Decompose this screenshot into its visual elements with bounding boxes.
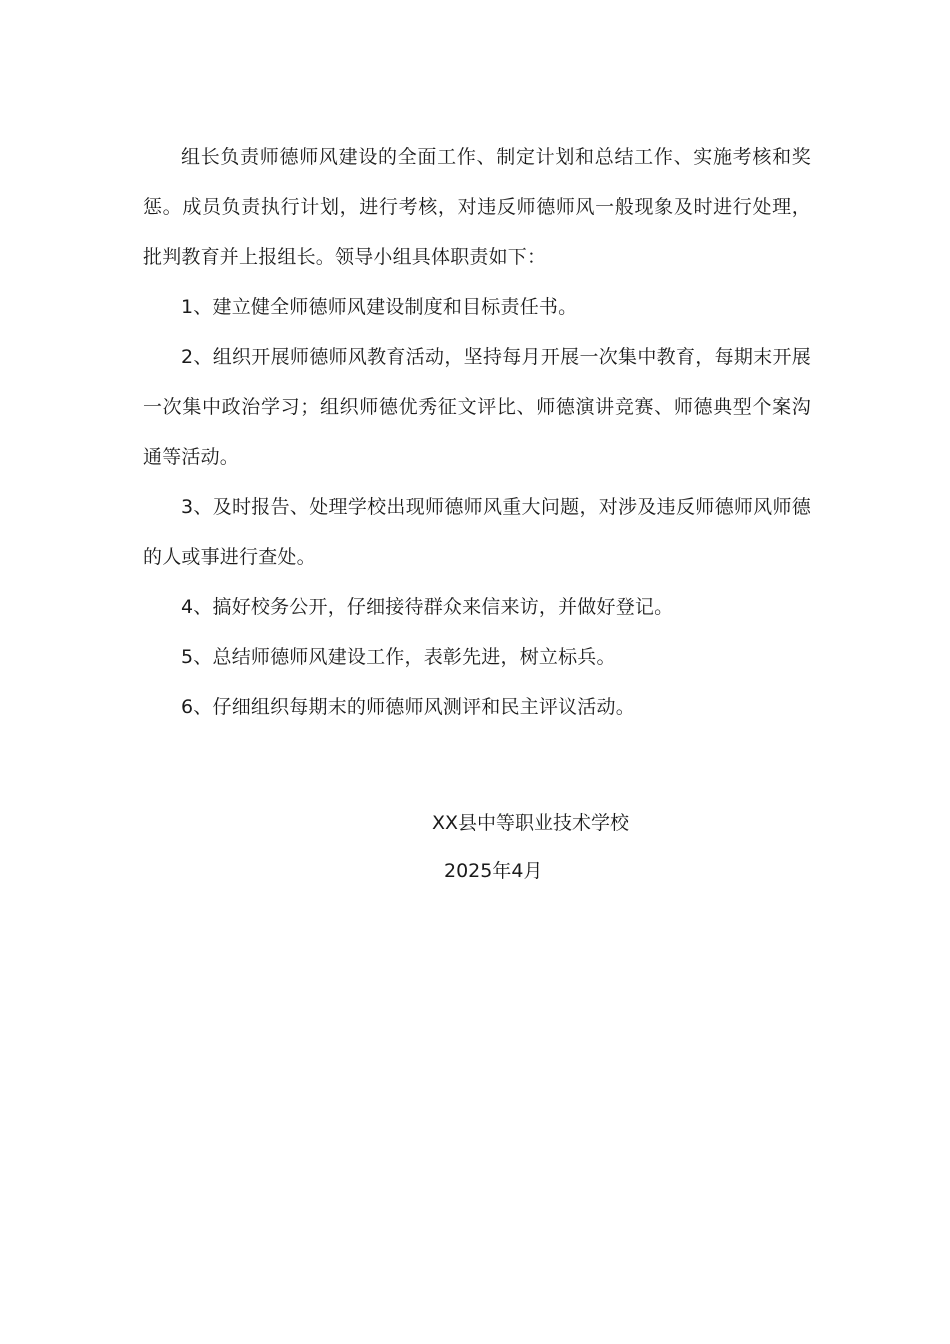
paragraph-duty-6: 6、仔细组织每期末的师德师风测评和民主评议活动。 xyxy=(181,696,635,718)
paragraph-duty-1: 1、建立健全师德师风建设制度和目标责任书。 xyxy=(181,296,578,318)
paragraph-duty-5: 5、总结师德师风建设工作，表彰先进，树立标兵。 xyxy=(181,646,616,668)
paragraph-duty-3: 3、及时报告、处理学校出现师德师风重大问题，对涉及违反师德师风师德的人或事进行查处。 xyxy=(143,496,811,568)
paragraph-duty-2: 2、组织开展师德师风教育活动，坚持每月开展一次集中教育，每期末开展一次集中政治学习；组织师德优秀征文评比、师德演讲竞赛、师德典型个案沟通等活动。 xyxy=(143,346,811,468)
paragraph-duty-4: 4、搞好校务公开，仔细接待群众来信来访，并做好登记。 xyxy=(181,596,674,618)
paragraph-intro: 组长负责师德师风建设的全面工作、制定计划和总结工作、实施考核和奖惩。成员负责执行计划，进行考核，对违反师德师风一般现象及时进行处理，批判教育并上报组长。领导小组具体职责如下： xyxy=(143,146,811,268)
signature-school: XX县中等职业技术学校 xyxy=(432,812,630,834)
signature-date: 2025年4月 xyxy=(444,860,543,882)
document-body xyxy=(143,132,811,732)
